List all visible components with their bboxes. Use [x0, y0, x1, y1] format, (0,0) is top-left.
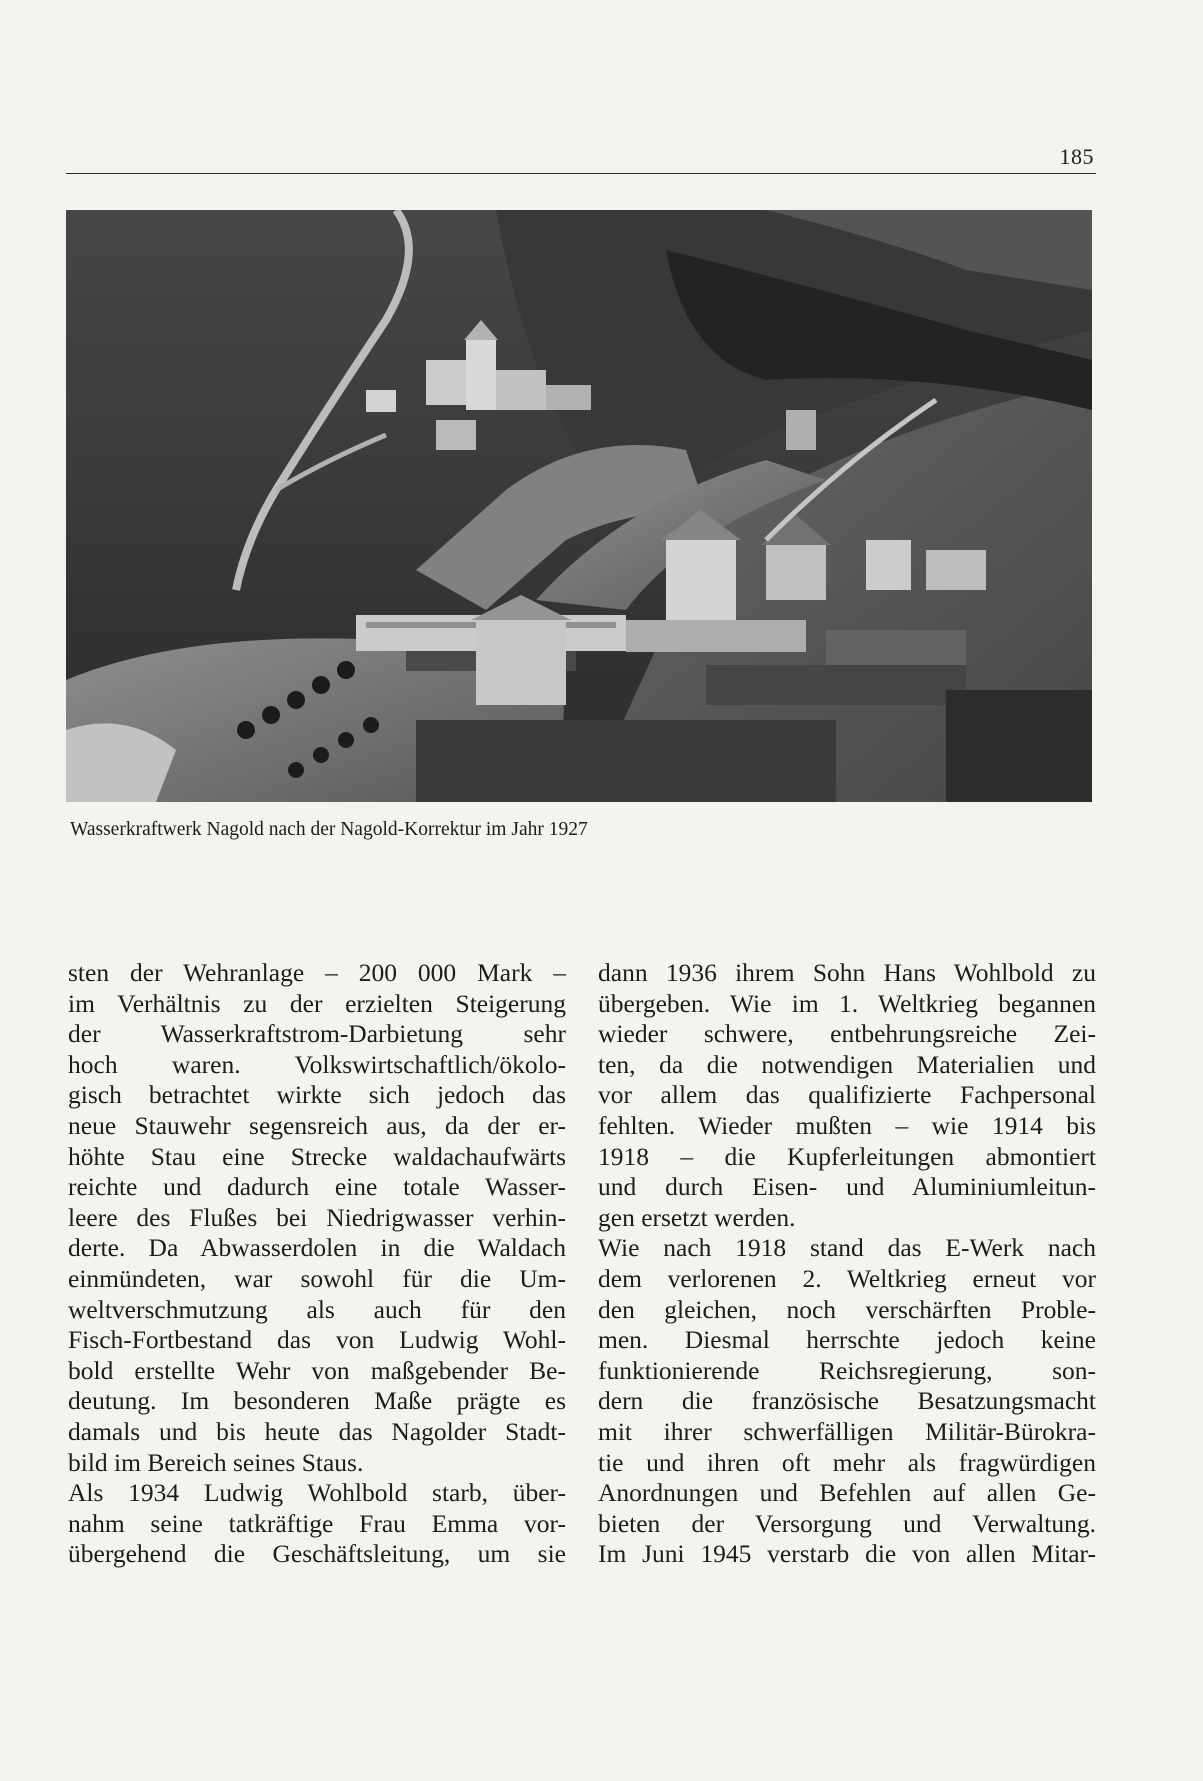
right-column	[598, 958, 1096, 1570]
text-line: nahm seine tatkräftige Frau Emma vor-	[68, 1508, 566, 1538]
text-line: neue Stauwehr segensreich aus, da der er-	[68, 1110, 566, 1140]
text-line: bieten der Versorgung und Verwaltung.	[598, 1508, 1096, 1538]
text-line: hoch waren. Volkswirtschaftlich/ökolo-	[68, 1049, 566, 1079]
text-line: dern die französische Besatzungsmacht	[598, 1386, 1096, 1416]
text-line: gisch betrachtet wirkte sich jedoch das	[68, 1080, 566, 1110]
text-line: funktionierende Reichsregierung, son-	[598, 1355, 1096, 1385]
text-line: sten der Wehranlage – 200 000 Mark –	[68, 958, 566, 987]
text-line: Wie nach 1918 stand das E-Werk nach	[598, 1233, 1096, 1263]
text-line: Im Juni 1945 verstarb die von allen Mitar-	[598, 1539, 1096, 1569]
text-line: mit ihrer schwerfälligen Militär-Bürokra-	[598, 1416, 1096, 1446]
text-line: reichte und dadurch eine totale Wasser-	[68, 1172, 566, 1202]
text-line: höhte Stau eine Strecke waldachaufwärts	[68, 1141, 566, 1171]
text-line: und durch Eisen- und Aluminiumleitun-	[598, 1172, 1096, 1202]
text-line: Anordnungen und Befehlen auf allen Ge-	[598, 1478, 1096, 1508]
text-line: 1918 – die Kupferleitungen abmontiert	[598, 1141, 1096, 1171]
text-line: der Wasserkraftstrom-Darbietung sehr	[68, 1019, 566, 1049]
text-line: tie und ihren oft mehr als fragwürdigen	[598, 1447, 1096, 1477]
aerial-photo	[66, 210, 1092, 802]
text-line: dem verlorenen 2. Weltkrieg erneut vor	[598, 1263, 1096, 1293]
text-line: wieder schwere, entbehrungsreiche Zei-	[598, 1019, 1096, 1049]
text-line: dann 1936 ihrem Sohn Hans Wohlbold zu	[598, 958, 1096, 987]
text-line: ten, da die notwendigen Materialien und	[598, 1049, 1096, 1079]
text-line: bild im Bereich seines Staus.	[68, 1447, 364, 1477]
text-line: Fisch-Fortbestand das von Ludwig Wohl-	[68, 1325, 566, 1355]
text-line: damals und bis heute das Nagolder Stadt-	[68, 1416, 566, 1446]
text-line: deutung. Im besonderen Maße prägte es	[68, 1386, 566, 1416]
text-line: übergeben. Wie im 1. Weltkrieg begannen	[598, 988, 1096, 1018]
left-column	[68, 958, 566, 1570]
text-line: men. Diesmal herrschte jedoch keine	[598, 1325, 1096, 1355]
page-number: 185	[1059, 144, 1094, 169]
text-line: weltverschmutzung als auch für den	[68, 1294, 566, 1324]
text-line: den gleichen, noch verschärften Proble-	[598, 1294, 1096, 1324]
text-line: fehlten. Wieder mußten – wie 1914 bis	[598, 1110, 1096, 1140]
aerial-photo-hydropower-plant-icon	[66, 210, 1092, 802]
text-line: vor allem das qualifizierte Fachpersonal	[598, 1080, 1096, 1110]
text-line: übergehend die Geschäftsleitung, um sie	[68, 1539, 566, 1569]
text-line: leere des Flußes bei Niedrigwasser verhin-	[68, 1202, 566, 1232]
text-line: Als 1934 Ludwig Wohlbold starb, über-	[68, 1478, 566, 1508]
header-rule	[66, 173, 1096, 174]
text-line: bold erstellte Wehr von maßgebender Be-	[68, 1355, 566, 1385]
text-line: im Verhältnis zu der erzielten Steigerung	[68, 988, 566, 1018]
text-line: gen ersetzt werden.	[598, 1202, 796, 1232]
text-line: einmündeten, war sowohl für die Um-	[68, 1263, 566, 1293]
text-line: derte. Da Abwasserdolen in die Waldach	[68, 1233, 566, 1263]
photo-caption: Wasserkraftwerk Nagold nach der Nagold-Korrektur im Jahr 1927	[70, 819, 588, 840]
